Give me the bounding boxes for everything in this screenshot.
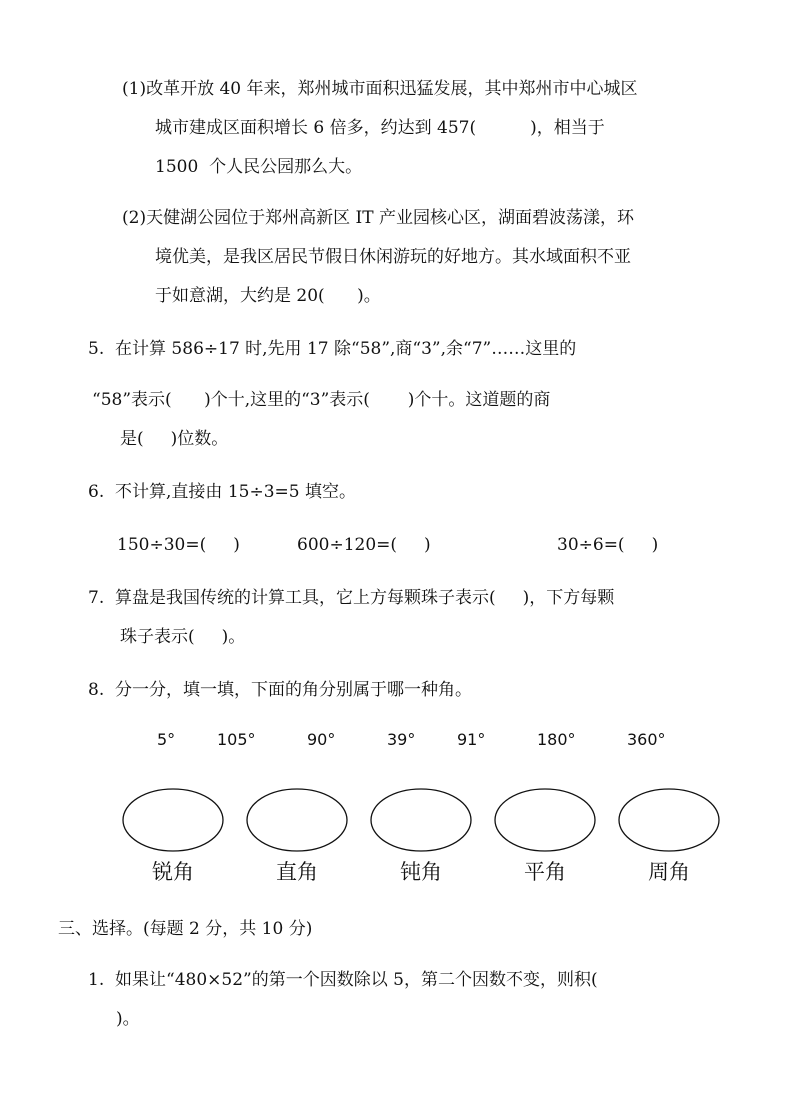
- q8-line: 8. 分一分，填一填，下面的角分别属于哪一种角。: [88, 680, 473, 700]
- q4-p2-line-3: 于如意湖，大约是 20( )。: [155, 286, 381, 306]
- q5-line-3: 是( )位数。: [120, 429, 229, 449]
- q5-line-1: 5. 在计算 586÷17 时,先用 17 除“58”,商“3”,余“7”……这里的: [88, 339, 577, 359]
- oval-full[interactable]: [619, 789, 719, 851]
- oval-right[interactable]: [247, 789, 347, 851]
- q6-item-1: 150÷30=( ): [117, 535, 240, 555]
- q4-p2-line-2: 境优美，是我区居民节假日休闲游玩的好地方。其水域面积不亚: [155, 247, 631, 267]
- category-obtuse: 钝角: [400, 860, 442, 884]
- q7-line-1: 7. 算盘是我国传统的计算工具，它上方每颗珠子表示( )，下方每颗: [88, 588, 615, 608]
- q5-line-2: “58”表示( )个十,这里的“3”表示( )个十。这道题的商: [92, 390, 551, 410]
- q6-item-2: 600÷120=( ): [297, 535, 431, 555]
- category-straight: 平角: [524, 860, 566, 884]
- angle-value: 180°: [537, 730, 576, 749]
- angle-value: 39°: [387, 730, 416, 749]
- s3-q1-line-2: )。: [116, 1009, 140, 1029]
- category-full: 周角: [648, 860, 690, 884]
- q4-p2-line-1: (2)天健湖公园位于郑州高新区 IT 产业园核心区，湖面碧波荡漾，环: [122, 208, 634, 228]
- q6-line: 6. 不计算,直接由 15÷3=5 填空。: [88, 482, 356, 502]
- angle-value: 91°: [457, 730, 486, 749]
- category-right: 直角: [276, 860, 318, 884]
- section3-title: 三、选择。(每题 2 分，共 10 分): [58, 919, 313, 939]
- q4-p1-line-1: (1)改革开放 40 年来，郑州城市面积迅猛发展，其中郑州市中心城区: [122, 79, 638, 99]
- q4-p1-line-2: 城市建成区面积增长 6 倍多，约达到 457( )，相当于: [155, 118, 605, 138]
- oval-acute[interactable]: [123, 789, 223, 851]
- angle-value: 360°: [627, 730, 666, 749]
- q4-p1-line-3: 1500 个人民公园那么大。: [155, 157, 363, 177]
- s3-q1-line-1: 1. 如果让“480×52”的第一个因数除以 5，第二个因数不变，则积(: [88, 970, 598, 990]
- angle-value: 5°: [157, 730, 176, 749]
- oval-obtuse[interactable]: [371, 789, 471, 851]
- angle-value: 90°: [307, 730, 336, 749]
- category-acute: 锐角: [152, 860, 194, 884]
- q6-item-3: 30÷6=( ): [557, 535, 659, 555]
- angle-value: 105°: [217, 730, 256, 749]
- oval-straight[interactable]: [495, 789, 595, 851]
- q7-line-2: 珠子表示( )。: [120, 627, 246, 647]
